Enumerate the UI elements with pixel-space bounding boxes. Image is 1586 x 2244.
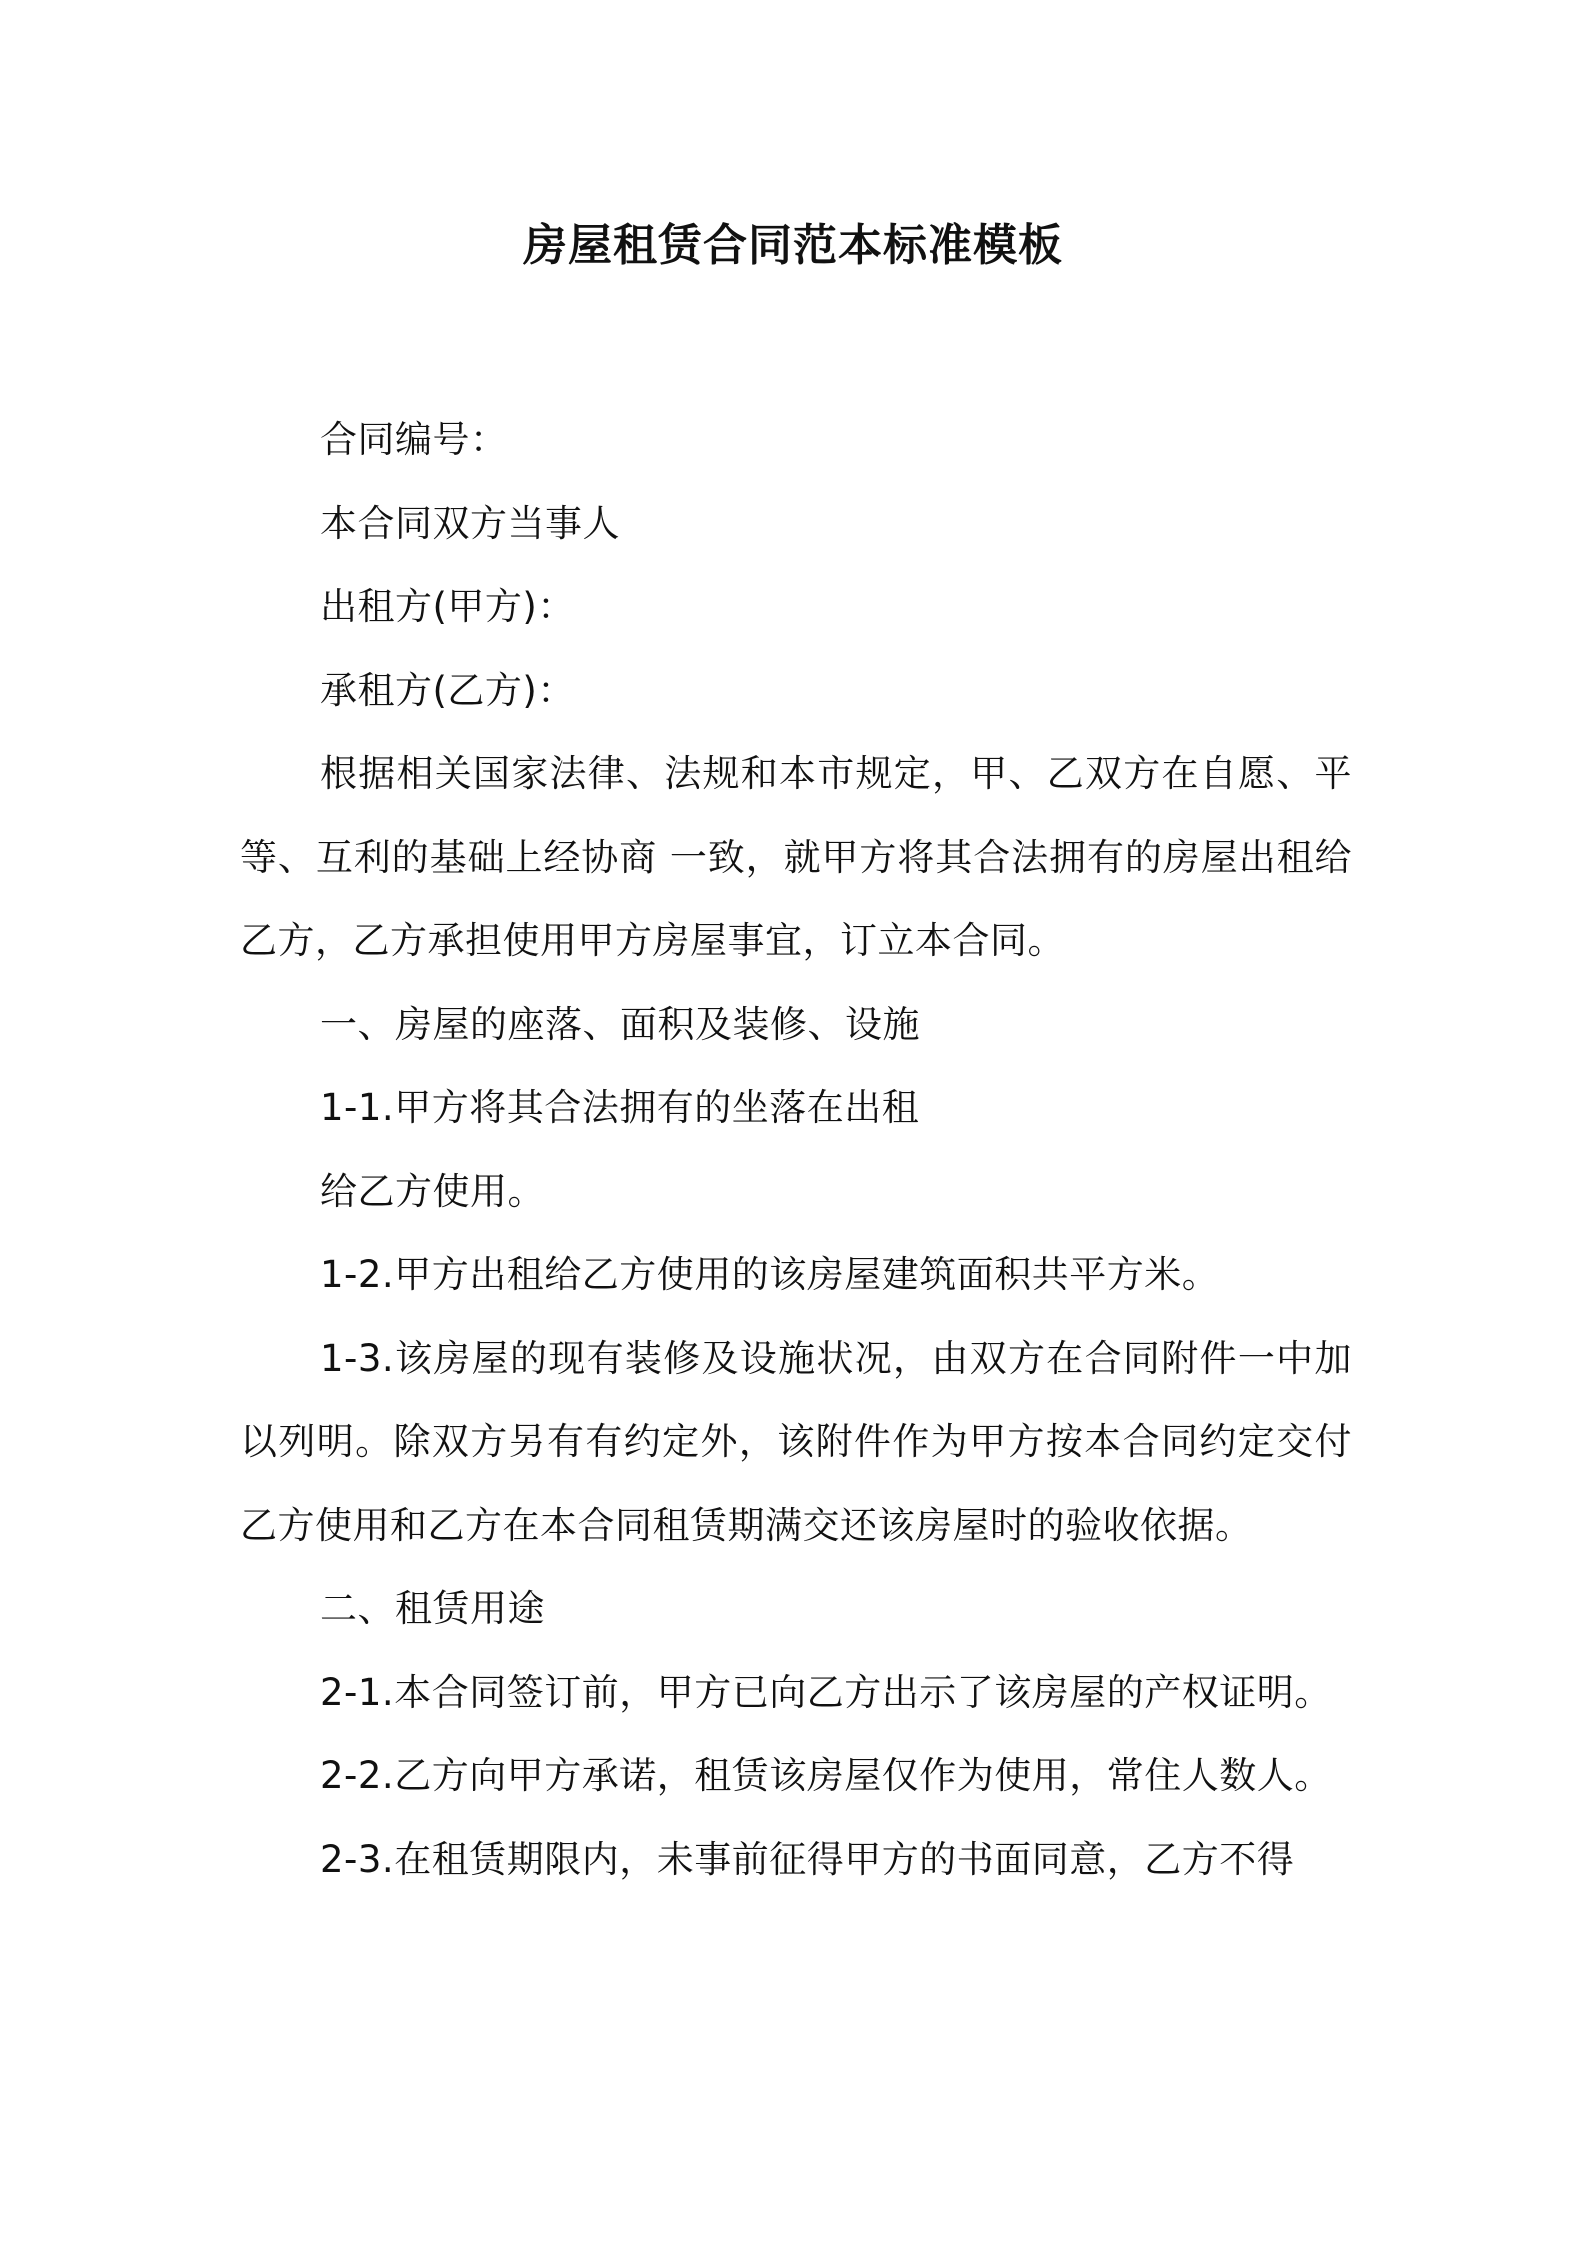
lessee-line: 承租方(乙方)： bbox=[320, 668, 575, 712]
lessor-line: 出租方(甲方)： bbox=[320, 585, 575, 628]
clause-1-2: 1-2.甲方出租给乙方使用的该房屋建筑面积共平方米。 bbox=[320, 1253, 1220, 1296]
document-title: 房屋租赁合同范本标准模板 bbox=[523, 220, 1063, 271]
parties-heading: 本合同双方当事人 bbox=[320, 501, 620, 545]
section-2-heading: 二、租赁用途 bbox=[320, 1587, 545, 1630]
clause-2-3: 2-3.在租赁期限内，未事前征得甲方的书面同意，乙方不得 bbox=[320, 1837, 1295, 1881]
clause-1-1-continued: 给乙方使用。 bbox=[320, 1169, 545, 1213]
document-body bbox=[240, 398, 1352, 1901]
clause-1-3: 1-3.该房屋的现有装修及设施状况，由双方在合同附件一中加以列明。除双方另有有约定外，该附件作为甲方按本合同约定交付乙方使用和乙方在本合同租赁期满交还该房屋时的验收依据。 bbox=[240, 1336, 1352, 1547]
clause-2-2: 2-2.乙方向甲方承诺，租赁该房屋仅作为使用，常住人数人。 bbox=[320, 1754, 1332, 1797]
section-1-heading: 一、房屋的座落、面积及装修、设施 bbox=[320, 1002, 920, 1046]
clause-1-1: 1-1.甲方将其合法拥有的坐落在出租 bbox=[320, 1086, 920, 1129]
clause-2-1: 2-1.本合同签订前，甲方已向乙方出示了该房屋的产权证明。 bbox=[320, 1670, 1332, 1714]
contract-number-line: 合同编号： bbox=[320, 418, 508, 461]
preamble-paragraph: 根据相关国家法律、法规和本市规定，甲、乙双方在自愿、平等、互利的基础上经协商 一致，就甲方将其合法拥有的房屋出租给乙方，乙方承担使用甲方房屋事宜，订立本合同。 bbox=[240, 752, 1352, 962]
